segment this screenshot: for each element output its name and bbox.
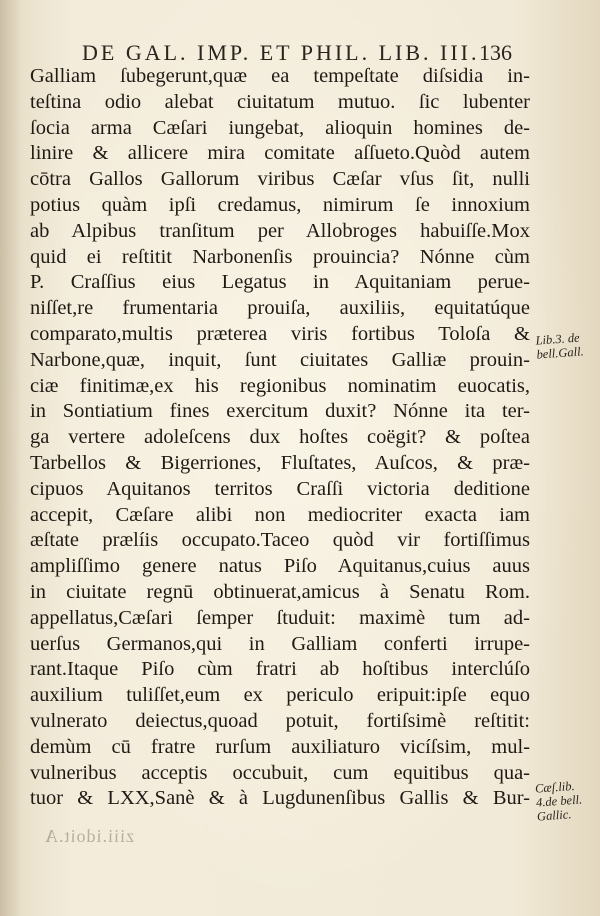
text-line: demùm cū fratre rurſum auxiliaturo vicíſsim, mul- (30, 735, 530, 758)
text-line: ga vertere adoleſcens dux hoſtes coëgit? & poſtea (30, 426, 530, 449)
text-line: æſtate prælíis occupato.Taceo quòd vir fortiſſimus (30, 529, 530, 552)
marginal-note (535, 778, 584, 823)
text-line: in Sontiatium fines exercitum duxit? Nónne ita ter- (30, 400, 530, 423)
text-line: vulneribus acceptis occubuit, cum equitibus qua- (30, 761, 530, 784)
text-line: Galliam ſubegerunt,quæ ea tempeſtate diſsidia in- (30, 65, 530, 87)
text-line: auxilium tuliſſet,eum ex periculo eripuit:ipſe equo (30, 684, 530, 707)
text-line: in ciuitate regnū obtinuerat,amicus à Senatu Rom. (30, 580, 530, 603)
marginal-note-line: 4.de bell. (535, 792, 583, 810)
marginal-note-line: Cæſ.lib. (534, 778, 576, 796)
text-line: P. Craſſius eius Legatus in Aquitaniam perue- (30, 271, 530, 294)
text-line: ciæ finitimæ,ex his regionibus nominatim euocatis, (30, 374, 530, 397)
text-line: cipuos Aquitanos territos Craſſi victoria deditione (30, 477, 530, 500)
text-line: niſſet,re frumentaria prouiſa, auxiliis, equitatúque (30, 297, 530, 320)
text-line: vulnerato deiectus,quoad potuit, fortiſsimè reſtitit: (30, 709, 530, 732)
text-line: appellatus,Cæſari ſemper ſtuduit: maximè tum ad- (30, 606, 530, 629)
page-number: 136 (479, 40, 512, 65)
text-line: quid ei reſtitit Narbonenſis prouincia? Nónne cùm (30, 245, 530, 268)
text-line: tuor & LXX,Sanè & à Lugdunenſibus Gallis & Bur- (30, 787, 530, 810)
text-line: Narbone,quæ, inquit, ſunt ciuitates Galliæ prouin- (30, 348, 530, 371)
marginal-note-line: bell.Gall. (536, 344, 585, 362)
show-through-text: ziii.idoit.A (44, 826, 134, 846)
text-line: comparato,multis præterea viris fortibus Toloſa & (30, 322, 530, 345)
marginal-note-line: Lib.3. de (535, 330, 581, 348)
text-line: ſocia arma Cæſari iungebat, alioquin homines de- (30, 116, 530, 139)
text-line: cōtra Gallos Gallorum viribus Cæſar vſus ſit, nulli (30, 168, 530, 191)
text-line: linire & allicere mira comitate aſſueto.Quòd autem (30, 142, 530, 165)
text-line: accepit, Cæſare alibi non mediocriter exacta iam (30, 503, 530, 526)
body-text (30, 64, 530, 812)
text-line: teſtina odio alebat ciuitatum mutuo. ſic lubenter (30, 90, 530, 113)
text-line: uerſus Germanos,qui in Galliam conferti irrupe- (30, 632, 530, 655)
gutter-shadow (0, 0, 22, 916)
marginal-note (535, 330, 584, 361)
text-line: ab Alpibus tranſitum per Allobroges habuiſſe.Mox (30, 219, 530, 242)
text-line: rant.Itaque Piſo cùm fratri ab hoſtibus interclúſo (30, 658, 530, 681)
text-line: Tarbellos & Bigerriones, Fluſtates, Auſcos, & præ- (30, 451, 530, 474)
text-line: ampliſſimo genere natus Piſo Aquitanus,cuius auus (30, 555, 530, 578)
text-line: potius quàm ipſi credamus, nimirum ſe innoxium (30, 193, 530, 216)
running-title: DE GAL. IMP. ET PHIL. LIB. III. (82, 40, 480, 65)
marginal-note-line: Gallic. (536, 807, 572, 824)
